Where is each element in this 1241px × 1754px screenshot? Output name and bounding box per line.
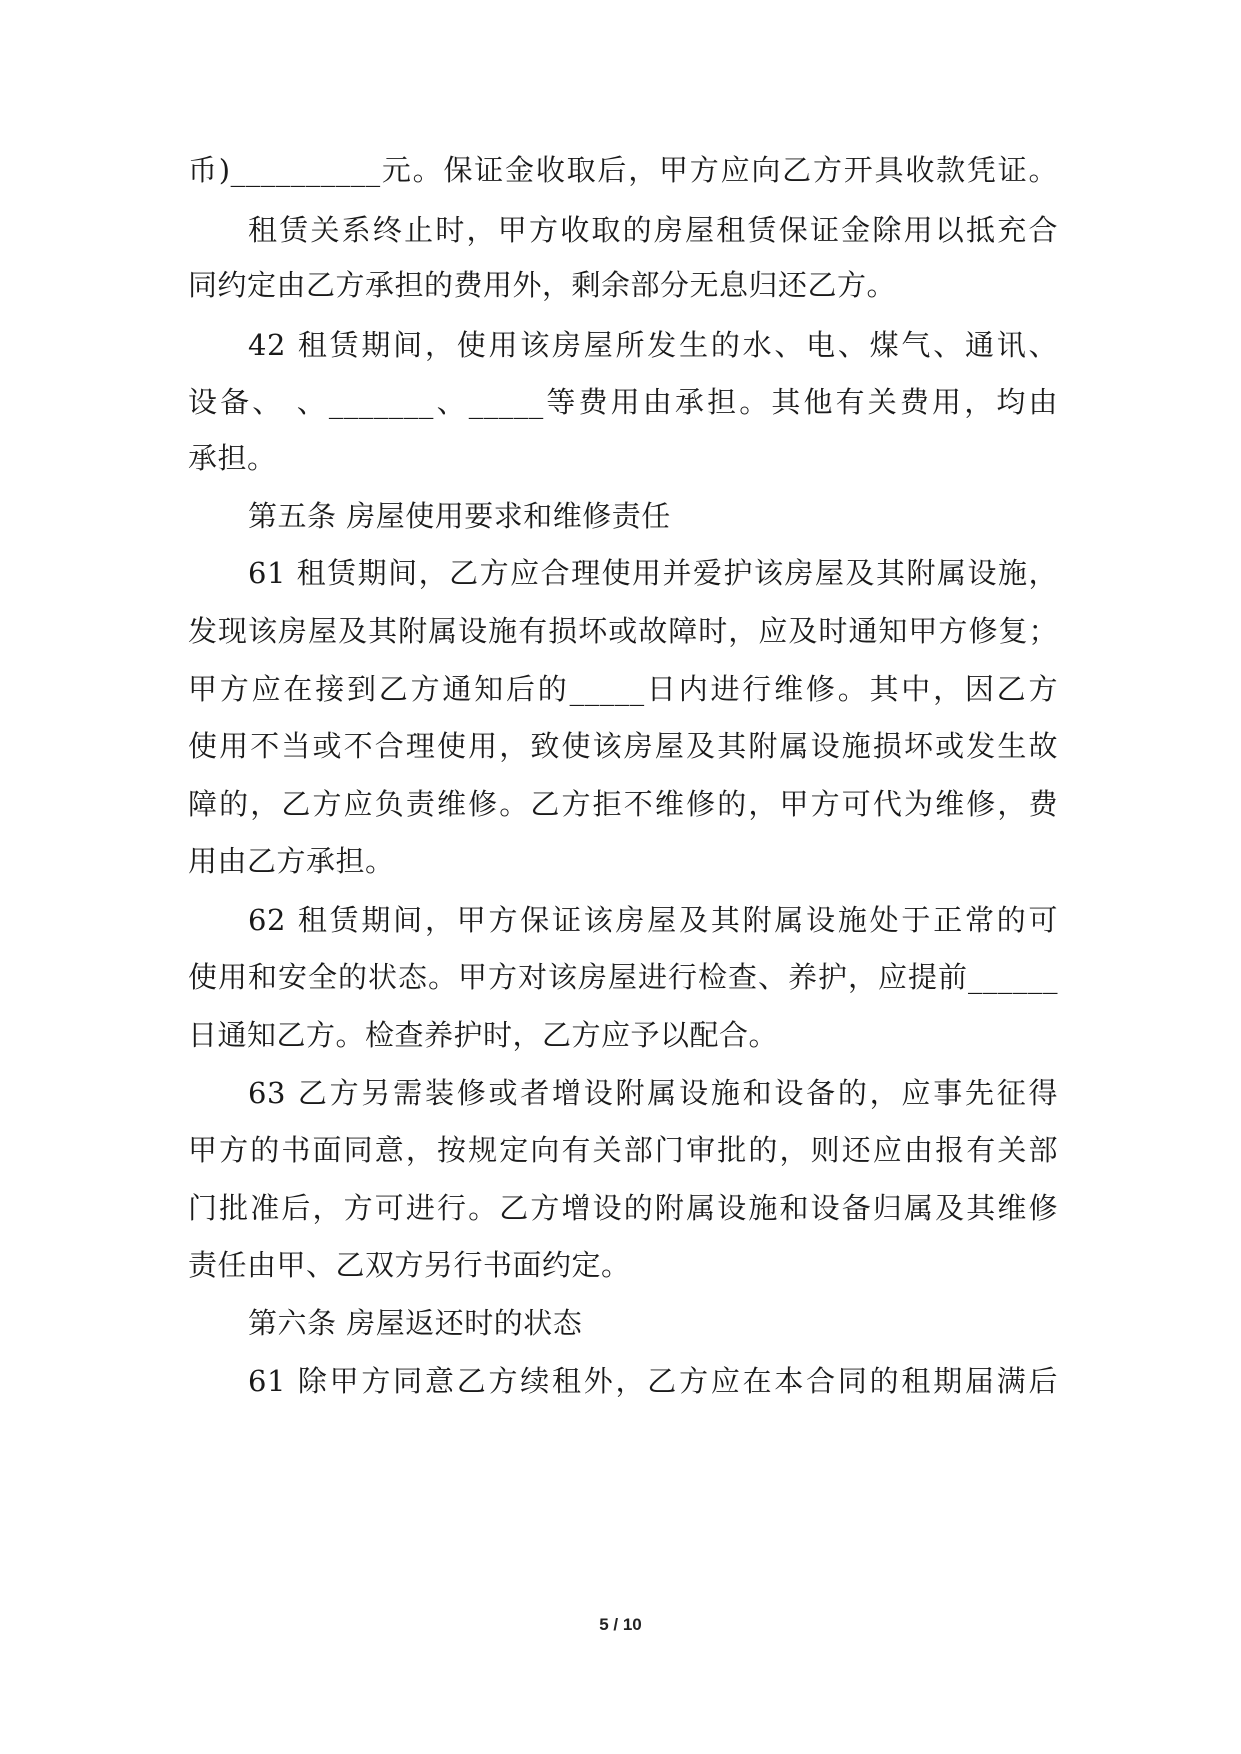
page-number: 5 / 10: [599, 1615, 642, 1634]
paragraph-line: 障的，乙方应负责维修。乙方拒不维修的，甲方可代为维修，费: [188, 787, 1058, 821]
paragraph-line: 发现该房屋及其附属设施有损坏或故障时，应及时通知甲方修复；: [188, 614, 1058, 648]
section-heading: 第六条 房屋返还时的状态: [248, 1306, 583, 1340]
paragraph-line: 62 租赁期间，甲方保证该房屋及其附属设施处于正常的可: [248, 903, 1058, 937]
paragraph-line: 责任由甲、乙双方另行书面约定。: [188, 1248, 631, 1282]
paragraph-line: 日通知乙方。检查养护时，乙方应予以配合。: [188, 1018, 779, 1052]
paragraph-line: 使用不当或不合理使用，致使该房屋及其附属设施损坏或发生故: [188, 729, 1058, 763]
paragraph-line: 61 租赁期间，乙方应合理使用并爱护该房屋及其附属设施，: [248, 556, 1058, 590]
paragraph-line: 63 乙方另需装修或者增设附属设施和设备的，应事先征得: [248, 1076, 1058, 1110]
paragraph-line: 使用和安全的状态。甲方对该房屋进行检查、养护，应提前______: [188, 960, 1058, 994]
paragraph-line: 设备、 、_______、_____等费用由承担。其他有关费用，均由: [188, 385, 1058, 419]
paragraph-line: 61 除甲方同意乙方续租外，乙方应在本合同的租期届满后: [248, 1364, 1058, 1398]
paragraph-line: 甲方的书面同意，按规定向有关部门审批的，则还应由报有关部: [188, 1133, 1058, 1167]
paragraph-line: 同约定由乙方承担的费用外，剩余部分无息归还乙方。: [188, 268, 897, 302]
paragraph-line: 用由乙方承担。: [188, 844, 395, 878]
paragraph-line: 承担。: [188, 441, 277, 475]
paragraph-line: 门批准后，方可进行。乙方增设的附属设施和设备归属及其维修: [188, 1191, 1058, 1225]
section-heading: 第五条 房屋使用要求和维修责任: [248, 499, 671, 533]
paragraph-line: 甲方应在接到乙方通知后的_____日内进行维修。其中，因乙方: [188, 672, 1058, 706]
paragraph-line: 币)__________元。保证金收取后，甲方应向乙方开具收款凭证。: [188, 153, 1058, 187]
paragraph-line: 租赁关系终止时，甲方收取的房屋租赁保证金除用以抵充合: [248, 213, 1058, 247]
paragraph-line: 42 租赁期间，使用该房屋所发生的水、电、煤气、通讯、: [248, 328, 1058, 362]
